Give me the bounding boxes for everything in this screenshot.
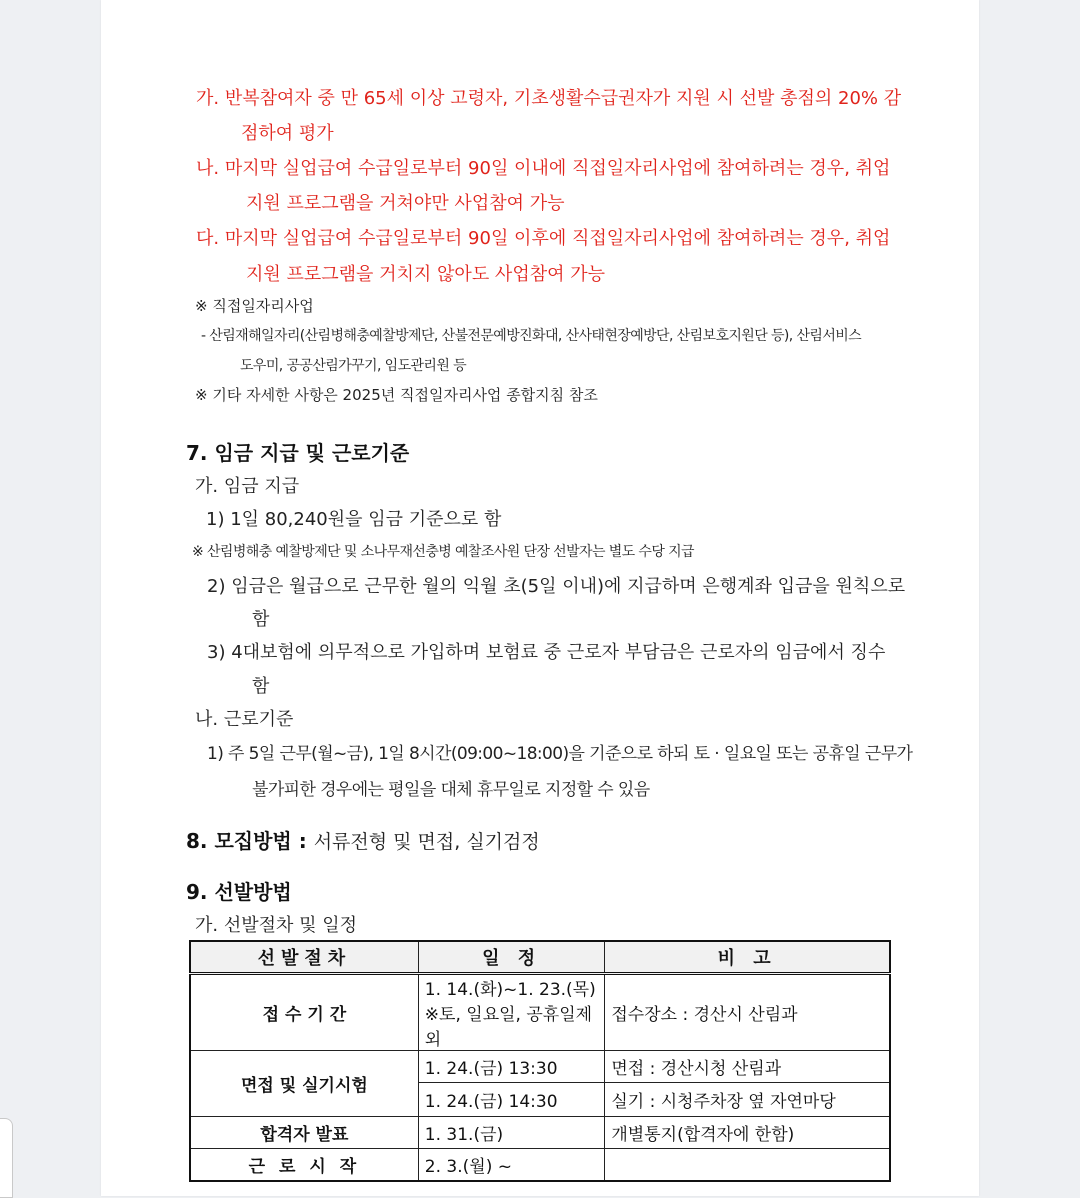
red-item-b-line2: 지원 프로그램을 거쳐야만 사업참여 가능 <box>246 193 565 214</box>
section9-title: 9. 선발방법 <box>186 880 292 904</box>
reception-date-note: ※토, 일요일, 공휴일제외 <box>424 1005 593 1050</box>
red-item-c-line2: 지원 프로그램을 거치지 않아도 사업참여 가능 <box>246 264 605 285</box>
section8 <box>186 825 540 854</box>
announce-remark: 개별통지(합격자에 한함) <box>605 1117 890 1149</box>
section7-b1-line1: 1) 주 5일 근무(월~금), 1일 8시간(09:00~18:00)을 기준으로 하되 토 · 일요일 또는 공휴일 근무가 <box>207 744 913 764</box>
section7-a-note: ※ 산림병해충 예찰방제단 및 소나무재선충병 예찰조사원 단장 선발자는 별도 수당 지급 <box>192 544 694 560</box>
table-row <box>190 1051 890 1083</box>
section7-a3-line1: 3) 4대보험에 의무적으로 가입하며 보험료 중 근로자 부담금은 근로자의 임금에서 징수 <box>207 642 886 663</box>
section7-a-title: 가. 임금 지급 <box>195 476 300 497</box>
table-row <box>190 1149 890 1181</box>
header-remark: 비 고 <box>605 941 890 974</box>
table-header-row <box>190 941 890 974</box>
section7-a2-line2: 함 <box>252 609 270 630</box>
section7-a1: 1) 1일 80,240원을 임금 기준으로 함 <box>206 509 502 530</box>
table-row <box>190 1117 890 1149</box>
header-step: 선발절차 <box>190 941 418 974</box>
note-jobs-list-line1: - 산림재해일자리(산림병해충예찰방제단, 산불전문예방진화대, 산사태현장예방단, 산림보호지원단 등), 산림서비스 <box>201 328 862 344</box>
section8-title: 8. 모집방법 : <box>186 829 314 853</box>
reception-date-cell <box>418 974 605 1051</box>
start-date: 2. 3.(월) ~ <box>418 1149 605 1181</box>
section7-a2-line1: 2) 임금은 월급으로 근무한 월의 익월 초(5일 이내)에 지급하며 은행계좌 입금을 원칙으로 <box>207 576 906 597</box>
scroll-handle[interactable] <box>0 1118 13 1198</box>
section7-b1-line2: 불가피한 경우에는 평일을 대체 휴무일로 지정할 수 있음 <box>252 780 650 800</box>
note-jobs-list-line2: 도우미, 공공산림가꾸기, 임도관리원 등 <box>240 358 467 374</box>
interview-step: 면접 및 실기시험 <box>190 1051 418 1117</box>
reception-date: 1. 14.(화)~1. 23.(목) <box>424 980 596 1000</box>
start-remark <box>605 1149 890 1181</box>
announce-step: 합격자 발표 <box>190 1117 418 1149</box>
announce-date: 1. 31.(금) <box>418 1117 605 1149</box>
section7-b-title: 나. 근로기준 <box>195 709 294 730</box>
start-step: 근 로 시 작 <box>190 1149 418 1181</box>
note-other: ※ 기타 자세한 사항은 2025년 직접일자리사업 종합지침 참조 <box>195 386 598 404</box>
section7-title: 7. 임금 지급 및 근로기준 <box>186 441 410 465</box>
table-row <box>190 974 890 1051</box>
reception-remark: 접수장소 : 경산시 산림과 <box>605 974 890 1051</box>
interview-remark: 면접 : 경산시청 산림과 <box>605 1051 890 1083</box>
section7-a3-line2: 함 <box>252 676 270 697</box>
interview-date: 1. 24.(금) 13:30 <box>418 1051 605 1083</box>
practical-date: 1. 24.(금) 14:30 <box>418 1083 605 1117</box>
section9-a-title: 가. 선발절차 및 일정 <box>195 915 357 936</box>
selection-schedule-table <box>189 940 891 1182</box>
red-item-c-line1: 다. 마지막 실업급여 수급일로부터 90일 이후에 직접일자리사업에 참여하려는 경우, 취업 <box>196 228 891 249</box>
red-item-b-line1: 나. 마지막 실업급여 수급일로부터 90일 이내에 직접일자리사업에 참여하려는 경우, 취업 <box>196 158 891 179</box>
reception-step: 접 수 기 간 <box>190 974 418 1051</box>
note-direct-jobs: ※ 직접일자리사업 <box>195 297 314 315</box>
red-item-a-line1: 가. 반복참여자 중 만 65세 이상 고령자, 기초생활수급권자가 지원 시 선발 총점의 20% 감 <box>196 88 902 109</box>
header-date: 일 정 <box>418 941 605 974</box>
red-item-a-line2: 점하여 평가 <box>241 123 334 144</box>
section8-value: 서류전형 및 면접, 실기검정 <box>313 831 540 853</box>
practical-remark: 실기 : 시청주차장 옆 자연마당 <box>605 1083 890 1117</box>
